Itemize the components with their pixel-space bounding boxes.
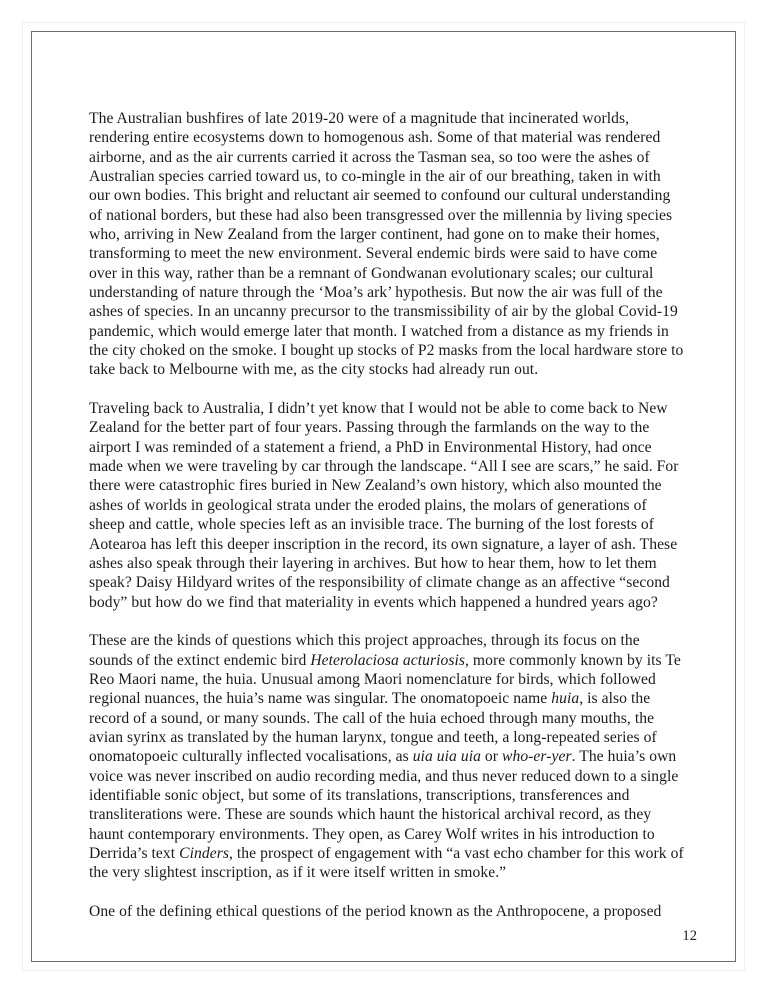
- text-run: or: [480, 748, 502, 766]
- italic-text-run: Heterolaciosa acturiosis: [310, 651, 465, 669]
- paragraph: [89, 631, 685, 882]
- italic-text-run: who-er-yer: [502, 748, 572, 766]
- italic-text-run: Cinders: [179, 844, 229, 862]
- text-run: , more commonly known by its Te Reo Maori name, the huia. Unusual among Maori nomenclature for birds, which followed regional nuances, the huia’s name was singular. The onomatopoeic name: [89, 651, 681, 708]
- paragraph: [89, 902, 685, 921]
- paragraph: [89, 109, 685, 380]
- text-run: Traveling back to Australia, I didn’t yet know that I would not be able to come back to New Zealand for the better part of four years. Passing through the farmlands on the way to the airport I was reminded of a statement a friend, a PhD in Environmental History, had once made when we were traveling by car through the landscape. “All I see are scars,” he said. For there were catastrophic fires buried in New Zealand’s own history, which also mounted the ashes of worlds in geological strata under the eroded plains, the molars of generations of sheep and cattle, whole species left as an invisible trace. The burning of the lost forests of Aotearoa has left this deeper inscription in the record, its own signature, a layer of ash. These ashes also speak through their layering in archives. But how to hear them, how to let them speak? Daisy Hildyard writes of the responsibility of climate change as an affective “second body” but how do we find that materiality in events which happened a hundred years ago?: [89, 400, 679, 611]
- page-number: 12: [682, 928, 697, 944]
- italic-text-run: uia uia uia: [412, 748, 481, 766]
- italic-text-run: huia: [551, 690, 580, 708]
- page-sheet: [31, 31, 736, 962]
- page-text-body: [89, 109, 685, 921]
- text-run: One of the defining ethical questions of the period known as the Anthropocene, a proposed: [89, 902, 662, 920]
- text-run: . The huia’s own voice was never inscribed on audio recording media, and thus never reduced down to a single identifiable sonic object, but some of its translations, transcriptions, transferences and transliterations were. These are sounds which haunt the historical archival record, as they haunt contemporary environments. They open, as Carey Wolf writes in his introduction to Derrida’s text: [89, 748, 679, 862]
- text-run: , is also the record of a sound, or many sounds. The call of the huia echoed through many mouths, the avian syrinx as translated by the human larynx, tongue and teeth, a long-repeated series of onomatopoeic culturally inflected vocalisations, as: [89, 690, 657, 766]
- text-run: The Australian bushfires of late 2019-20 were of a magnitude that incinerated worlds, rendering entire ecosystems down to homogenous ash. Some of that material was rendered airborne, and as the air currents carried it across the Tasman sea, so too were the ashes of Australian species carried toward us, to co-mingle in the air of our breathing, taken in with our own bodies. This bright and reluctant air seemed to confound our cultural understanding of national borders, but these had also been transgressed over the millennia by living species who, arriving in New Zealand from the larger continent, had gone on to make their homes, transforming to meet the new environment. Several endemic birds were said to have come over in this way, rather than be a remnant of Gondwanan evolutionary scales; our cultural understanding of nature through the ‘Moa’s ark’ hypothesis. But now the air was full of the ashes of species. In an uncanny precursor to the transmissibility of air by the global Covid-19 pandemic, which would emerge later that month. I watched from a distance as my friends in the city choked on the smoke. I bought up stocks of P2 masks from the local hardware store to take back to Melbourne with me, as the city stocks had already run out.: [89, 110, 684, 379]
- text-run: These are the kinds of questions which this project approaches, through its focus on the sounds of the extinct endemic bird: [89, 632, 640, 669]
- text-run: , the prospect of engagement with “a vast echo chamber for this work of the very slightest inscription, as if it were itself written in smoke.”: [89, 844, 684, 882]
- paragraph: [89, 399, 685, 612]
